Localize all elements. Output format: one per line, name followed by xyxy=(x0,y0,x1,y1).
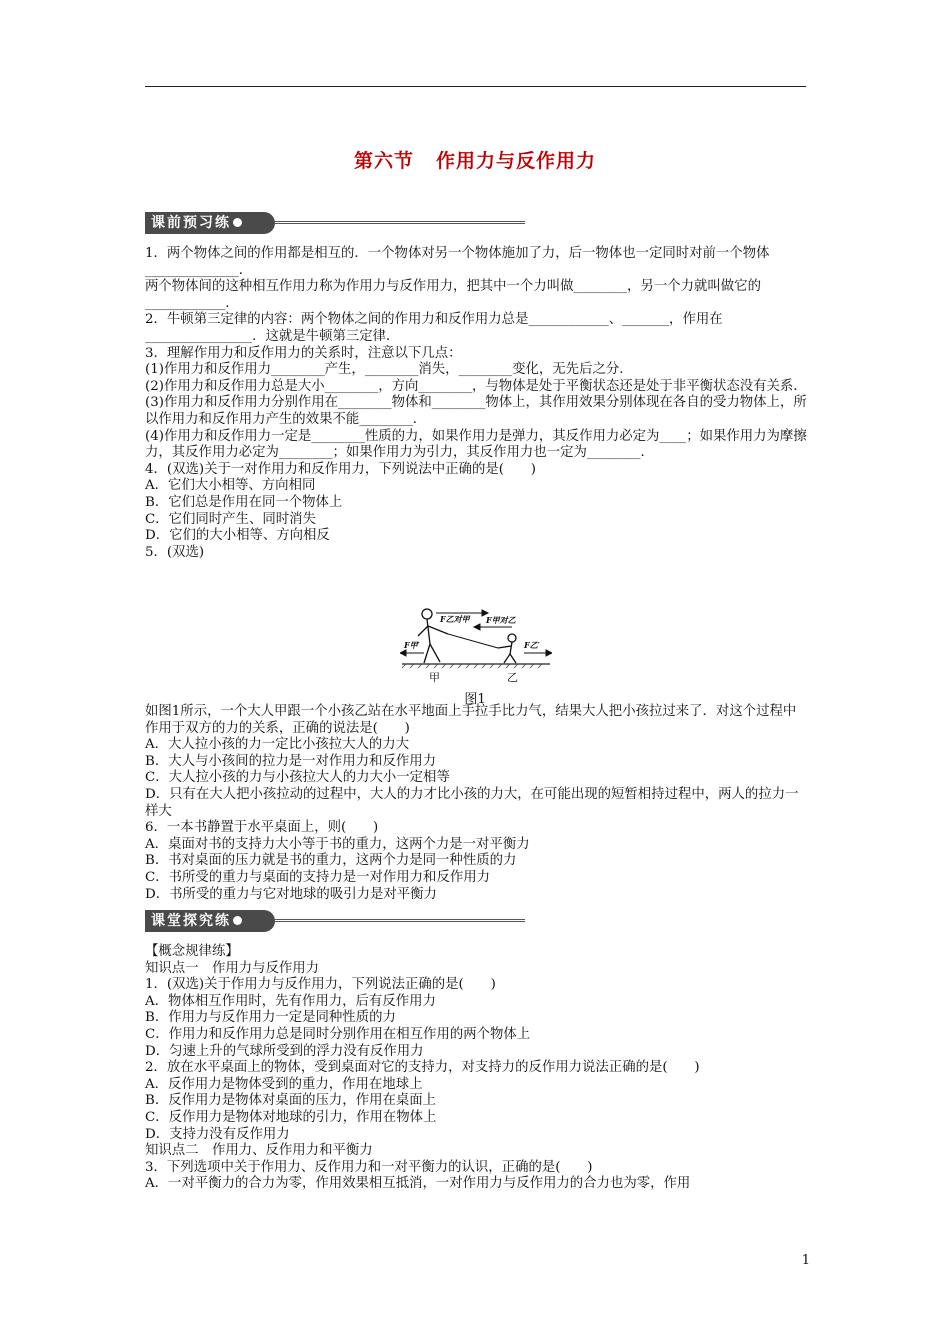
child-figure xyxy=(498,634,516,663)
question: 3．下列选项中关于作用力、反作用力和一对平衡力的认识，正确的是( ) xyxy=(145,1159,593,1175)
banner-rule xyxy=(275,221,525,224)
option: A．大人拉小孩的力一定比小孩拉大人的力大 xyxy=(145,737,410,753)
option: C．反作用力是物体对地球的引力，作用在物体上 xyxy=(145,1109,437,1125)
banner-rule xyxy=(275,919,525,922)
page-number: 1 xyxy=(801,1253,810,1268)
option: C．大人拉小孩的力与小孩拉大人的力大小一定相等 xyxy=(145,770,450,786)
paragraph: 1．两个物体之间的作用都是相互的．一个物体对另一个物体施加了力，后一物体也一定同时对前一个物体______________． xyxy=(145,246,770,278)
paragraph: 如图1所示，一个大人甲跟一个小孩乙站在水平地面上手拉手比力气，结果大人把小孩拉过来了．对这个过程中作用于双方的力的关系，正确的说法是( ) xyxy=(145,704,797,736)
option: A．物体相互作用时，先有作用力，后有反作用力 xyxy=(145,993,436,1009)
label-yi: 乙 xyxy=(507,671,518,684)
paragraph: (2)作用力和反作用力总是大小________，方向________，与物体是处于平衡状态还是处于非平衡状态没有关系． xyxy=(145,378,807,394)
option: C．书所受的重力与桌面的支持力是一对作用力和反作用力 xyxy=(145,869,491,885)
force-label-jia: F甲′ xyxy=(404,640,420,650)
option: B．大人与小孩间的拉力是一对作用力和反作用力 xyxy=(145,753,437,769)
paragraph: (4)作用力和反作用力一定是________性质的力，如果作用力是弹力，其反作用力必定为____；如果作用力为摩擦力，其反作用力必定为________；如果作用力为引力，其反作用力也一定为________． xyxy=(145,428,807,461)
banner-class xyxy=(145,910,525,932)
option: D．只有在大人把小孩拉动的过程中，大人的力才比小孩的力大，在可能出现的短暂相持过程中，两人的拉力一样大 xyxy=(145,786,799,819)
label-jia: 甲 xyxy=(429,671,440,684)
option: D．它们的大小相等、方向相反 xyxy=(145,528,330,544)
banner-preview xyxy=(145,212,525,234)
force-label-jia-on-yi: F甲对乙 xyxy=(486,615,516,625)
subheading: 【概念规律练】 xyxy=(145,944,239,959)
preview-section xyxy=(145,246,807,561)
bullet-icon xyxy=(233,916,242,925)
bullet-icon xyxy=(233,218,242,227)
option: D．匀速上升的气球所受到的浮力没有反作用力 xyxy=(145,1043,424,1059)
paragraph: 两个物体间的这种相互作用力称为作用力与反作用力，把其中一个力叫做________，另一个力就叫做它的____________． xyxy=(145,279,761,311)
question: 2．放在水平桌面上的物体，受到桌面对它的支持力，对支持力的反作用力说法正确的是( ) xyxy=(145,1060,700,1076)
option: C．它们同时产生、同时消失 xyxy=(145,511,316,527)
class-section xyxy=(145,944,807,1193)
question: 5．(双选) xyxy=(145,544,205,560)
paragraph: (1)作用力和反作用力________产生，________消失，________变化，无先后之分． xyxy=(145,362,633,378)
force-label-yi: F乙′ xyxy=(524,640,540,650)
force-label-yi-on-jia: F乙对甲 xyxy=(440,614,470,624)
option: D．书所受的重力与它对地球的吸引力是对平衡力 xyxy=(145,886,437,902)
knowledge-point: 知识点二 作用力、反作用力和平衡力 xyxy=(145,1143,373,1159)
option: A．桌面对书的支持力大小等于书的重力，这两个力是一对平衡力 xyxy=(145,836,530,852)
option: A．一对平衡力的合力为零，作用效果相互抵消，一对作用力与反作用力的合力也为零，作用 xyxy=(145,1176,691,1192)
option: C．作用力和反作用力总是同时分别作用在相互作用的两个物体上 xyxy=(145,1026,531,1042)
question: 4．(双选)关于一对作用力和反作用力，下列说法中正确的是( ) xyxy=(145,461,536,477)
option: B．反作用力是物体对桌面的压力，作用在桌面上 xyxy=(145,1093,437,1109)
header-rule xyxy=(145,86,806,87)
section-name: 作用力与反作用力 xyxy=(436,150,597,172)
option: B．书对桌面的压力就是书的重力，这两个力是同一种性质的力 xyxy=(145,853,517,869)
question: 6．一本书静置于水平桌面上，则( ) xyxy=(145,820,379,836)
knowledge-point: 知识点一 作用力与反作用力 xyxy=(145,960,320,976)
option: A．反作用力是物体受到的重力，作用在地球上 xyxy=(145,1076,423,1092)
q5-section xyxy=(145,704,807,903)
option: B．它们总是作用在同一个物体上 xyxy=(145,494,343,510)
figure-tug-of-war xyxy=(400,604,552,684)
paragraph: 2．牛顿第三定律的内容：两个物体之间的作用力和反作用力总是____________、_______，作用在________________．这就是牛顿第三定律． xyxy=(145,312,723,344)
page-title xyxy=(0,146,950,173)
banner-class-label: 课堂探究练 xyxy=(151,913,231,929)
option: D．支持力没有反作用力 xyxy=(145,1126,290,1142)
section-number: 第六节 xyxy=(353,150,414,172)
banner-preview-label: 课前预习练 xyxy=(151,215,231,231)
option: A．它们大小相等、方向相同 xyxy=(145,478,316,494)
figure-caption: 图1 xyxy=(464,692,486,707)
question: 1．(双选)关于作用力与反作用力，下列说法正确的是( ) xyxy=(145,977,496,993)
paragraph: (3)作用力和反作用力分别作用在________物体和________物体上，其作用效果分别体现在各自的受力物体上，所以作用力和反作用力产生的效果不能________． xyxy=(145,395,807,427)
option: B．作用力与反作用力一定是同种性质的力 xyxy=(145,1010,396,1026)
paragraph: 3．理解作用力和反作用力的关系时，注意以下几点： xyxy=(145,345,462,361)
